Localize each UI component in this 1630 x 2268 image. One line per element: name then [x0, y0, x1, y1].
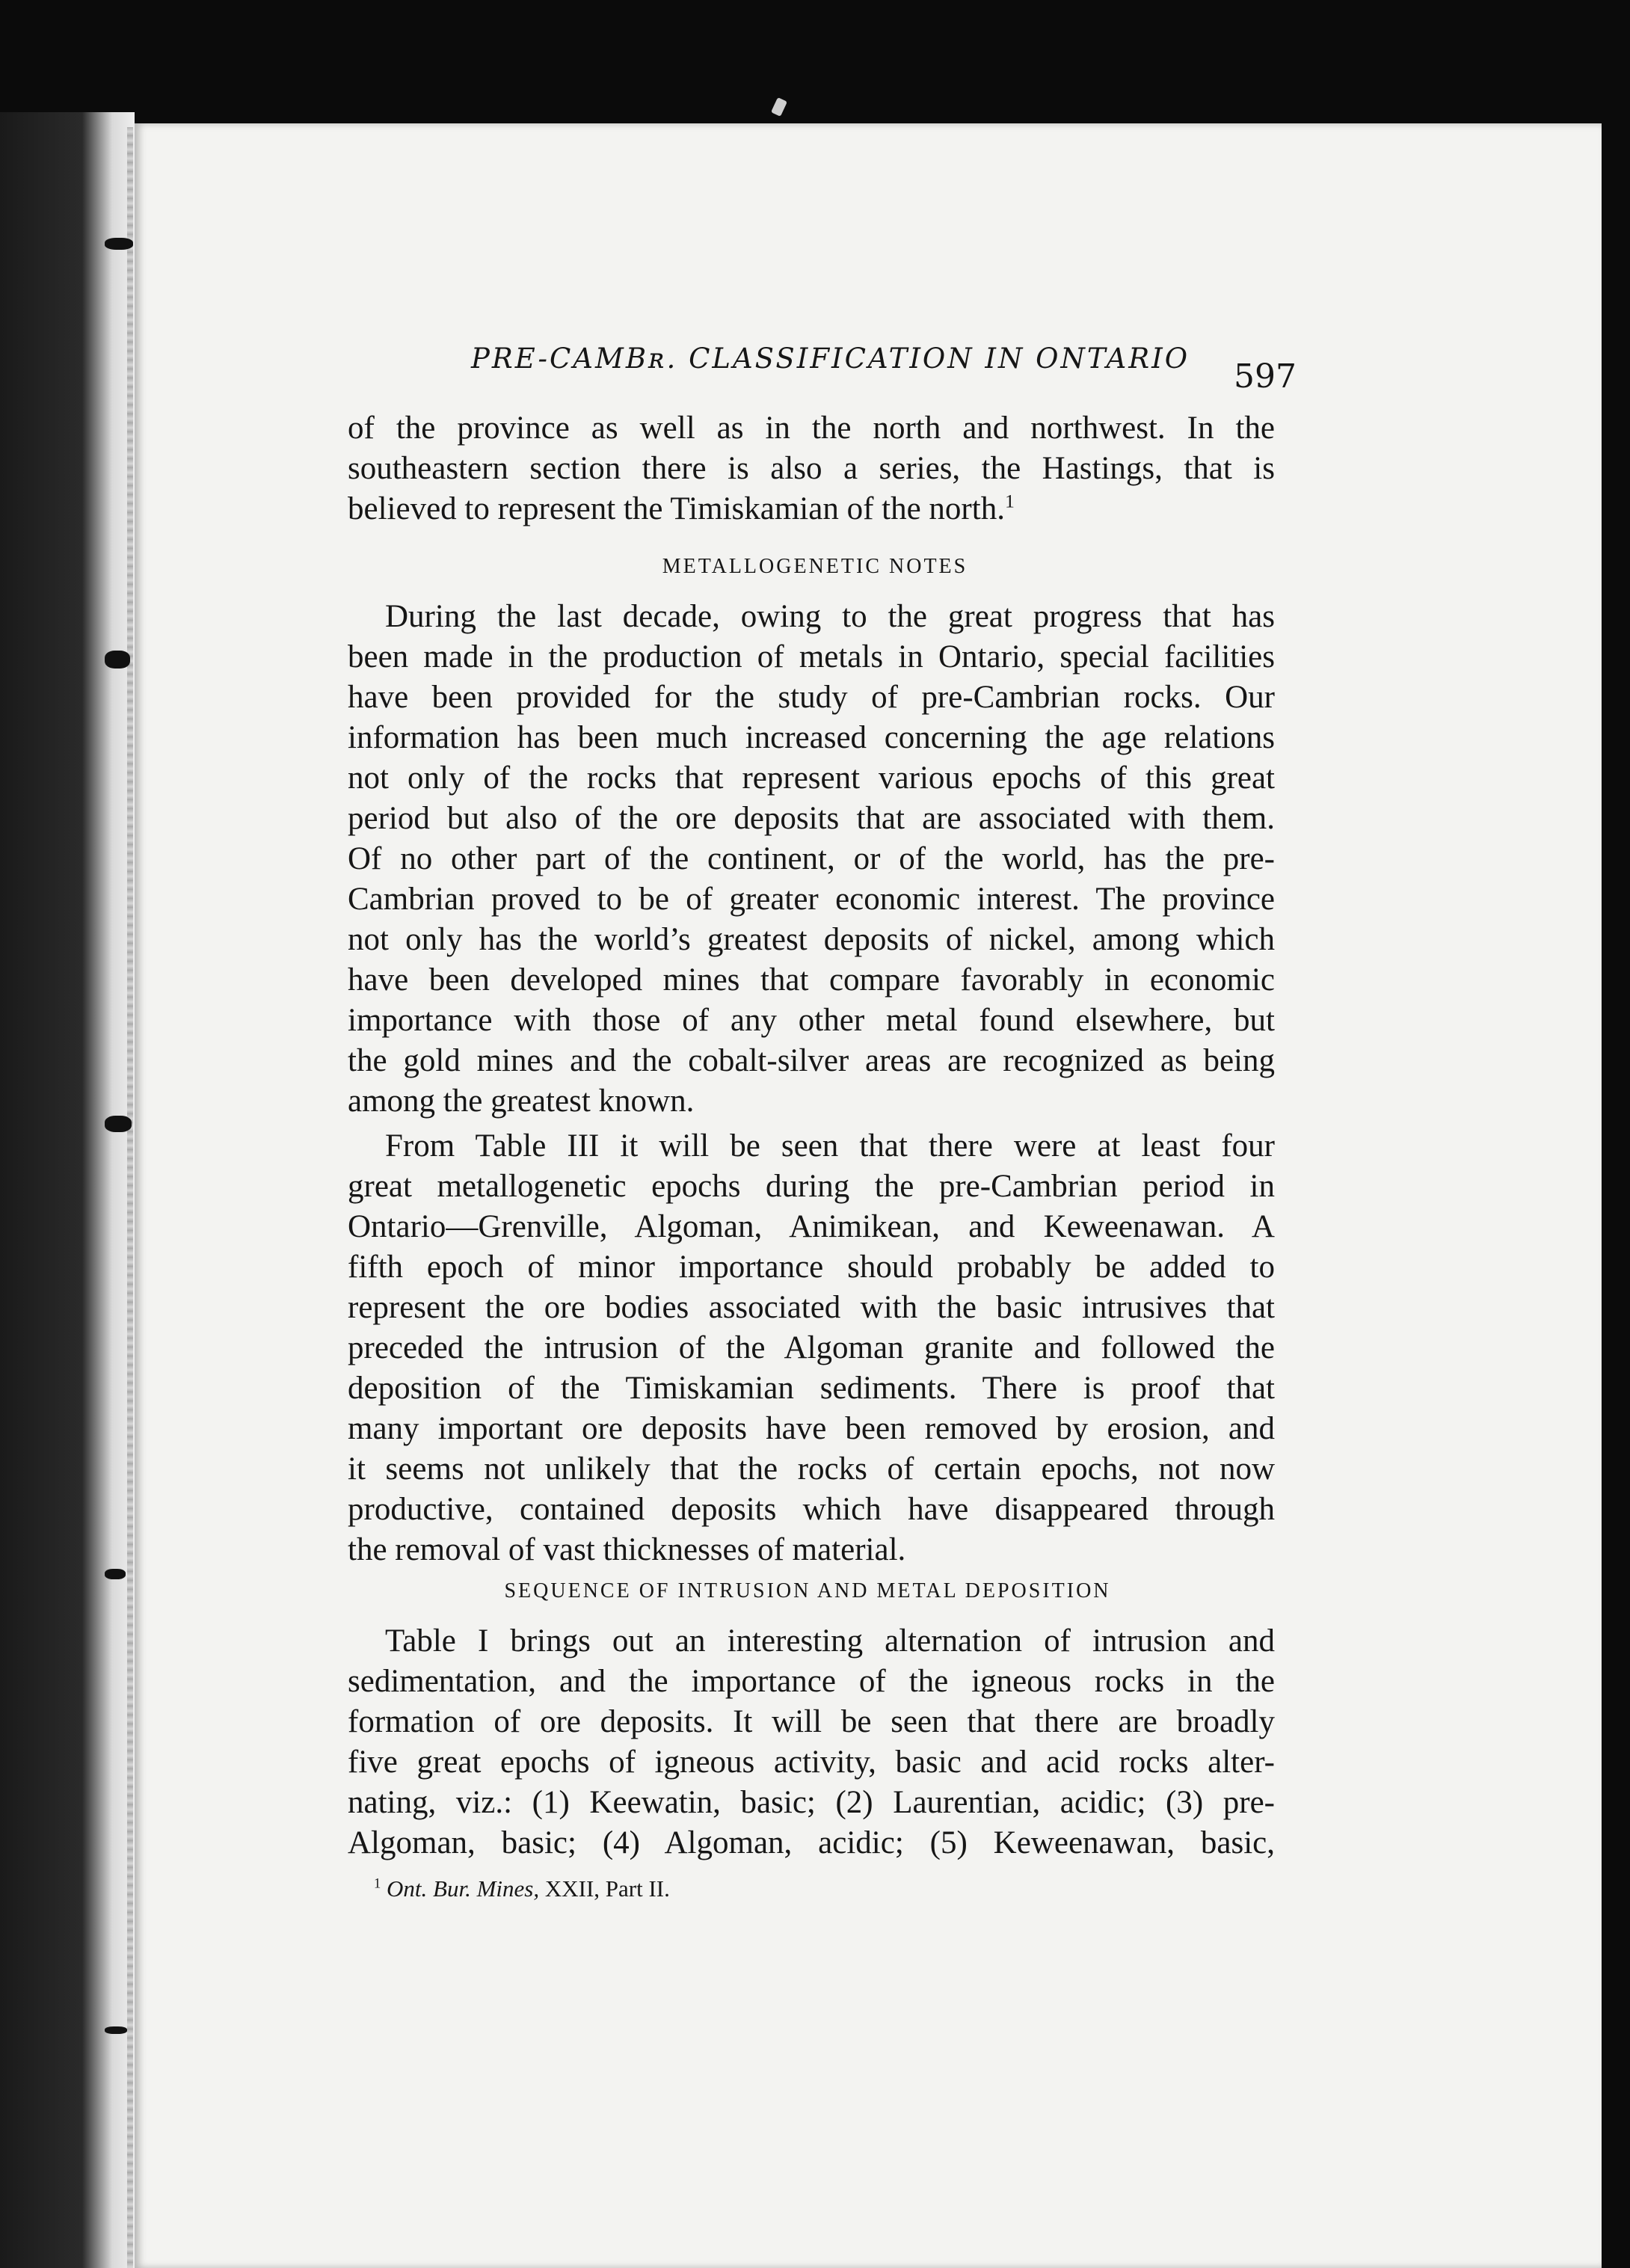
text-line: it seems not unlikely that the rocks of certain epochs, not now — [348, 1451, 1275, 1487]
text-line: Of no other part of the continent, or of the world, has the pre- — [348, 841, 1275, 876]
text-line: Algoman, basic; (4) Algoman, acidic; (5) Keweenawan, basic, — [348, 1825, 1275, 1860]
text-line: preceded the intrusion of the Algoman granite and followed the — [348, 1330, 1275, 1365]
text-line: have been provided for the study of pre-Cambrian rocks. Our — [348, 680, 1275, 715]
text-line: fifth epoch of minor importance should probably be added to — [348, 1250, 1275, 1285]
text-line: been made in the production of metals in Ontario, special facilities — [348, 639, 1275, 674]
text-line: importance with those of any other metal found elsewhere, but — [348, 1003, 1275, 1038]
text-line: not only has the world’s greatest deposits of nickel, among which — [348, 922, 1275, 957]
text-line: five great epochs of igneous activity, basic and acid rocks alter- — [348, 1745, 1275, 1780]
text-line: represent the ore bodies associated with the basic intrusives that — [348, 1290, 1275, 1325]
margin-mark — [105, 1569, 126, 1579]
text-line: among the greatest known. — [348, 1084, 695, 1119]
margin-mark — [105, 651, 130, 669]
footnote-marker: 1 — [1004, 490, 1015, 512]
footnote-marker: 1 — [374, 1875, 381, 1892]
text-line: of the province as well as in the north and northwest. In the — [348, 411, 1275, 446]
text-line: Table I brings out an interesting alternation of intrusion and — [385, 1623, 1275, 1659]
text-line — [348, 491, 1275, 528]
facing-page-edge — [0, 112, 135, 2268]
margin-mark — [105, 1116, 132, 1132]
text-line: period but also of the ore deposits that are associated with them. — [348, 801, 1275, 836]
text-line: productive, contained deposits which have disappeared through — [348, 1492, 1275, 1527]
text-line: the gold mines and the cobalt-silver areas are recognized as being — [348, 1043, 1275, 1078]
text-line: not only of the rocks that represent various epochs of this great — [348, 760, 1275, 796]
running-head: PRE-CAMBʀ. CLASSIFICATION IN ONTARIO — [471, 342, 1190, 375]
scan-artifact — [771, 97, 787, 117]
text-line: From Table III it will be seen that there were at least four — [385, 1128, 1275, 1164]
section-heading: METALLOGENETIC NOTES — [662, 555, 968, 578]
footnote — [374, 1875, 670, 1902]
text-line: During the last decade, owing to the great progress that has — [385, 599, 1275, 634]
footnote-text: XXII, Part II. — [539, 1875, 670, 1902]
margin-mark — [105, 2026, 127, 2034]
text-line: deposition of the Timiskamian sediments. There is proof that — [348, 1371, 1275, 1406]
text-line: Ontario—Grenville, Algoman, Animikean, and Keweenawan. A — [348, 1209, 1275, 1244]
text-line: southeastern section there is also a series, the Hastings, that is — [348, 451, 1275, 486]
text-line: information has been much increased concerning the age relations — [348, 720, 1275, 755]
text-line: nating, viz.: (1) Keewatin, basic; (2) Laurentian, acidic; (3) pre- — [348, 1785, 1275, 1820]
text-line: sedimentation, and the importance of the igneous rocks in the — [348, 1664, 1275, 1699]
text-line: great metallogenetic epochs during the pre-Cambrian period in — [348, 1169, 1275, 1204]
text-line-content: believed to represent the Timiskamian of the north. — [348, 491, 1005, 526]
margin-mark — [105, 238, 133, 250]
text-line: Cambrian proved to be of greater economic interest. The province — [348, 882, 1275, 917]
text-line: many important ore deposits have been removed by erosion, and — [348, 1411, 1275, 1446]
section-heading: SEQUENCE OF INTRUSION AND METAL DEPOSITION — [504, 1579, 1111, 1602]
text-line: formation of ore deposits. It will be seen that there are broadly — [348, 1704, 1275, 1739]
text-line: the removal of vast thicknesses of material. — [348, 1532, 906, 1567]
binding-gutter — [127, 127, 133, 2268]
footnote-source: Ont. Bur. Mines, — [387, 1875, 540, 1902]
text-line: have been developed mines that compare favorably in economic — [348, 962, 1275, 998]
page-number: 597 — [1234, 357, 1297, 396]
